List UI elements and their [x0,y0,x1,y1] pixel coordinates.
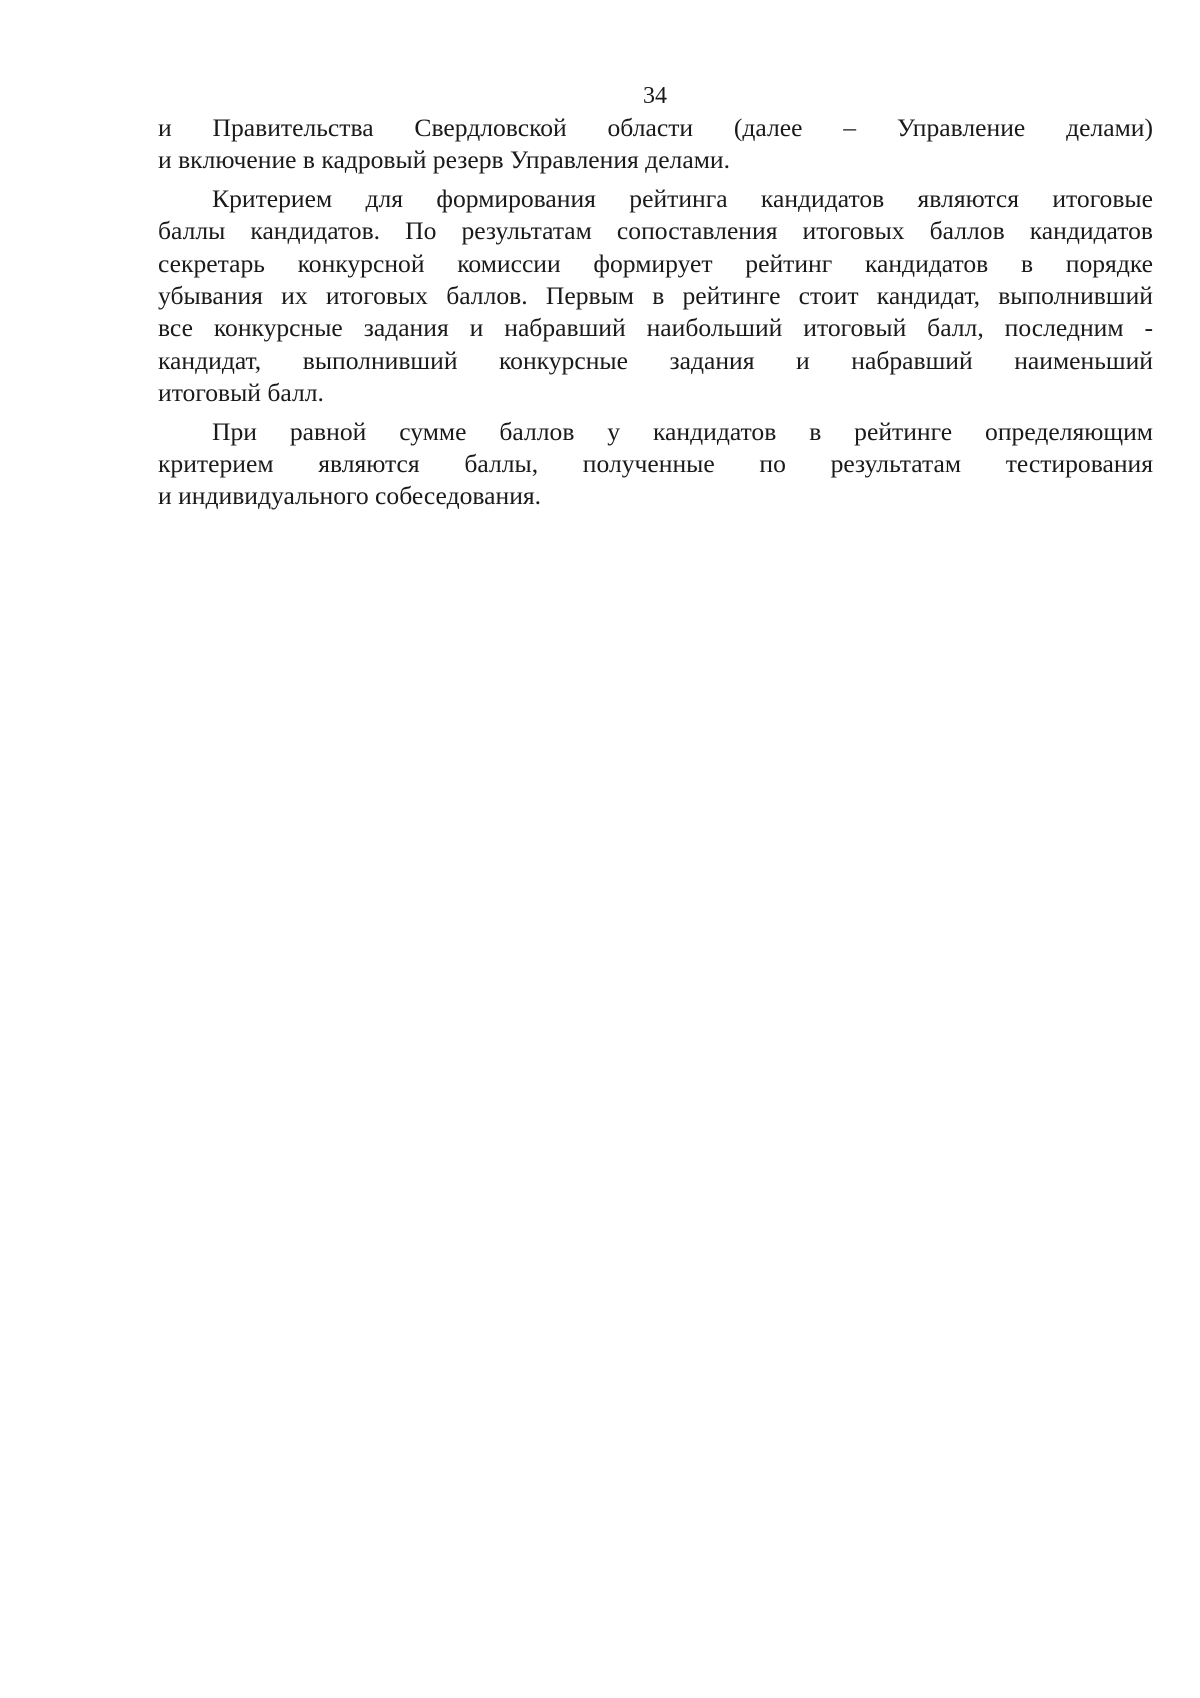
text-line: и Правительства Свердловской области (далее – Управление делами) [158,113,1153,142]
text-line: При равной сумме баллов у кандидатов в рейтинге определяющим [212,416,1153,446]
text-line: Критерием для формирования рейтинга кандидатов являются итоговые [212,183,1153,213]
text-line: кандидат, выполнивший конкурсные задания и набравший наименьший [158,345,1153,375]
text-line: баллы кандидатов. По результатам сопоставления итоговых баллов кандидатов [158,216,1153,246]
paragraph-continuation [158,112,1153,177]
text-line: итоговый балл. [158,378,324,408]
text-line: и индивидуального собеседования. [158,481,542,511]
text-line: убывания их итоговых баллов. Первым в рейтинге стоит кандидат, выполнивший [158,281,1153,311]
text-line: секретарь конкурсной комиссии формирует рейтинг кандидатов в порядке [158,248,1153,278]
page-number: 34 [643,83,667,109]
paragraph-rating-criteria [158,183,1153,410]
text-line: все конкурсные задания и набравший наибольший итоговый балл, последним - [158,313,1153,343]
text-line: критерием являются баллы, полученные по результатам тестирования [158,449,1153,479]
document-body [158,112,1153,513]
paragraph-equal-scores [158,416,1153,513]
text-line: и включение в кадровый резерв Управления делами. [158,145,730,175]
